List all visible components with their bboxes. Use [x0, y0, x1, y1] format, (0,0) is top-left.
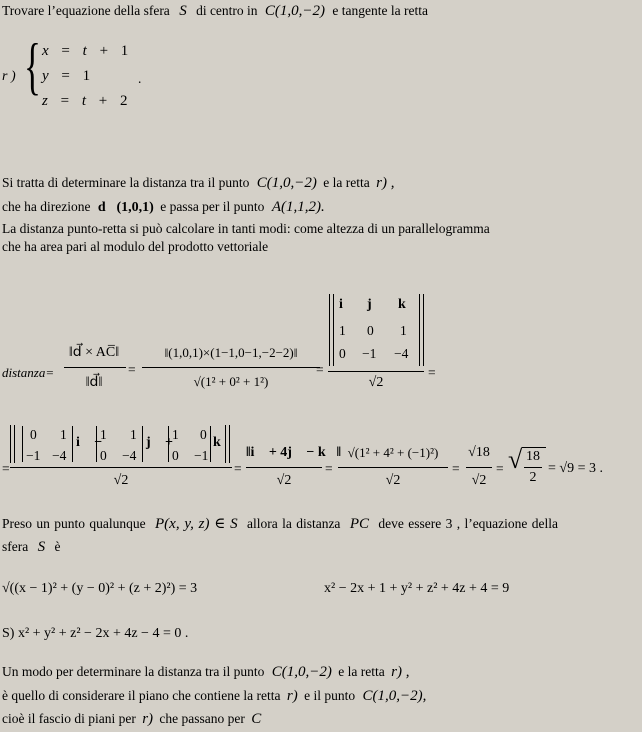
- para1-line3: La distanza punto-retta si può calcolare in tanti modi: come altezza di un parallelogramma: [2, 221, 490, 236]
- f2-j-term: j⃗ +: [146, 435, 174, 450]
- m2-c: 0: [100, 448, 107, 463]
- f1-eq2: =: [316, 362, 324, 377]
- f2-num4: √18: [468, 445, 490, 460]
- m3-a: 1: [172, 427, 179, 442]
- equation-distance: √((x − 1)² + (y − 0)² + (z + 2)²) = 3: [2, 581, 198, 596]
- det-r2c2: 0: [367, 323, 374, 338]
- f2-frac1-line: [10, 467, 232, 468]
- f2-frac5-num: 18: [526, 449, 540, 464]
- m1-a: 0: [30, 427, 37, 442]
- para3-line3: cioè il fascio di piani per r) che passano per C: [2, 711, 262, 727]
- det-r1c2: j⃗: [367, 297, 383, 312]
- para1-line4: che ha area pari al modulo del prodotto vettoriale: [2, 239, 269, 254]
- m1-left-bar: [22, 426, 23, 462]
- problem-tangent-text: e tangente la retta: [332, 3, 428, 18]
- det-r3c3: −4: [394, 346, 409, 361]
- f1-frac1-line: [64, 367, 126, 368]
- f2-frac3-line: [338, 467, 448, 468]
- m2-d: −4: [122, 448, 137, 463]
- m2-b: 1: [130, 427, 137, 442]
- f1-den3: √2: [368, 375, 384, 390]
- det-left-bar: [329, 294, 334, 366]
- f2-sqrt-sign: √: [508, 445, 523, 474]
- f2-den4: √2: [471, 473, 487, 488]
- system-brace: {: [24, 30, 41, 101]
- para2-line1: Preso un punto qualunque P(x, y, z) ∈ S allora la distanza PC deve essere 3 , l’equazione della: [2, 516, 559, 532]
- f2-eq4: =: [496, 461, 504, 476]
- det-r1c3: k⃗: [398, 297, 417, 312]
- f1-eq3: =: [428, 365, 436, 380]
- system-row-1: x = t + 1: [42, 43, 129, 59]
- m1-b: 1: [60, 427, 67, 442]
- det-r1c1: i⃗: [339, 297, 354, 312]
- f2-frac2-line: [246, 467, 322, 468]
- f2-end: = √9 = 3 .: [548, 461, 603, 476]
- f2-sqrt-bar: [522, 447, 546, 448]
- f2-eq1: =: [234, 461, 242, 476]
- system-period: .: [138, 71, 142, 86]
- f2-den2: √2: [276, 473, 292, 488]
- equation-expanded: x² − 2x + 1 + y² + z² + 4z + 4 = 9: [324, 581, 510, 596]
- det-right-bar: [419, 294, 424, 366]
- m3-d: −1: [194, 448, 209, 463]
- m2-left-bar: [96, 426, 97, 462]
- para3-line2: è quello di considerare il piano che contiene la retta r) e il punto C(1,0,−2),: [2, 688, 427, 704]
- m2-a: 1: [100, 427, 107, 442]
- m3-left-bar: [168, 426, 169, 462]
- det-r2c3: 1: [400, 323, 407, 338]
- f1-eq1: =: [128, 362, 136, 377]
- para3-line1: Un modo per determinare la distanza tra il punto C(1,0,−2) e la retta r) ,: [2, 664, 410, 680]
- det-r3c2: −1: [362, 346, 377, 361]
- equation-sphere: S) x² + y² + z² − 2x + 4z − 4 = 0 .: [2, 626, 189, 641]
- problem-text: Trovare l’equazione della sfera: [2, 3, 170, 18]
- m3-c: 0: [172, 448, 179, 463]
- m3-right-bar: [210, 426, 211, 462]
- f1-frac3-line: [328, 371, 424, 372]
- problem-center-text: di centro in: [196, 3, 258, 18]
- f1-den1: ‖d⃗‖: [85, 375, 103, 390]
- det-r3c1: 0: [339, 346, 346, 361]
- center-point: C(1,0,−2): [264, 3, 326, 19]
- para2-line2: sfera S è: [2, 539, 61, 555]
- f2-den1: √2: [113, 473, 129, 488]
- m1-c: −1: [26, 448, 41, 463]
- m1-d: −4: [52, 448, 67, 463]
- f2-outer-left-bar: [10, 425, 15, 463]
- f1-num2: ‖(1,0,1)×(1−1,0−1,−2−2)‖: [164, 345, 298, 360]
- f2-eq2: =: [325, 461, 333, 476]
- problem-line: [2, 4, 428, 19]
- det-r2c1: 1: [339, 323, 346, 338]
- f2-den3: √2: [385, 473, 401, 488]
- para1-line1: Si tratta di determinare la distanza tra il punto C(1,0,−2) e la retta r) ,: [2, 175, 395, 191]
- f2-frac5-den: 2: [529, 470, 537, 485]
- sphere-symbol: S: [179, 3, 187, 19]
- f1-den2: √(1² + 0² + 1²): [193, 374, 269, 389]
- m3-b: 0: [200, 427, 207, 442]
- system-label: r ): [2, 69, 16, 84]
- system-row-3: z = t + 2: [42, 93, 128, 109]
- f2-frac5-line: [524, 467, 542, 468]
- m2-right-bar: [142, 426, 143, 462]
- f2-eq0: =: [2, 461, 10, 476]
- f2-k-term: k⃗: [213, 435, 232, 450]
- f2-eq3: =: [452, 461, 460, 476]
- system-row-2: y = 1: [42, 68, 91, 84]
- f2-frac4-line: [466, 467, 492, 468]
- m1-right-bar: [72, 426, 73, 462]
- f1-num1: ‖d⃗ × AC̅‖: [68, 345, 120, 360]
- distance-label: distanza=: [2, 365, 55, 380]
- f2-num3: √(1² + 4² + (−1)²): [347, 445, 439, 460]
- f2-num2: ‖i⃗ + 4j⃗ − k⃗‖: [246, 445, 342, 460]
- f2-i-term: i⃗ −: [76, 435, 103, 450]
- para1-line2: che ha direzione d⃗(1,0,1) e passa per il punto A(1,1,2).: [2, 199, 325, 215]
- f1-frac2-line: [142, 367, 320, 368]
